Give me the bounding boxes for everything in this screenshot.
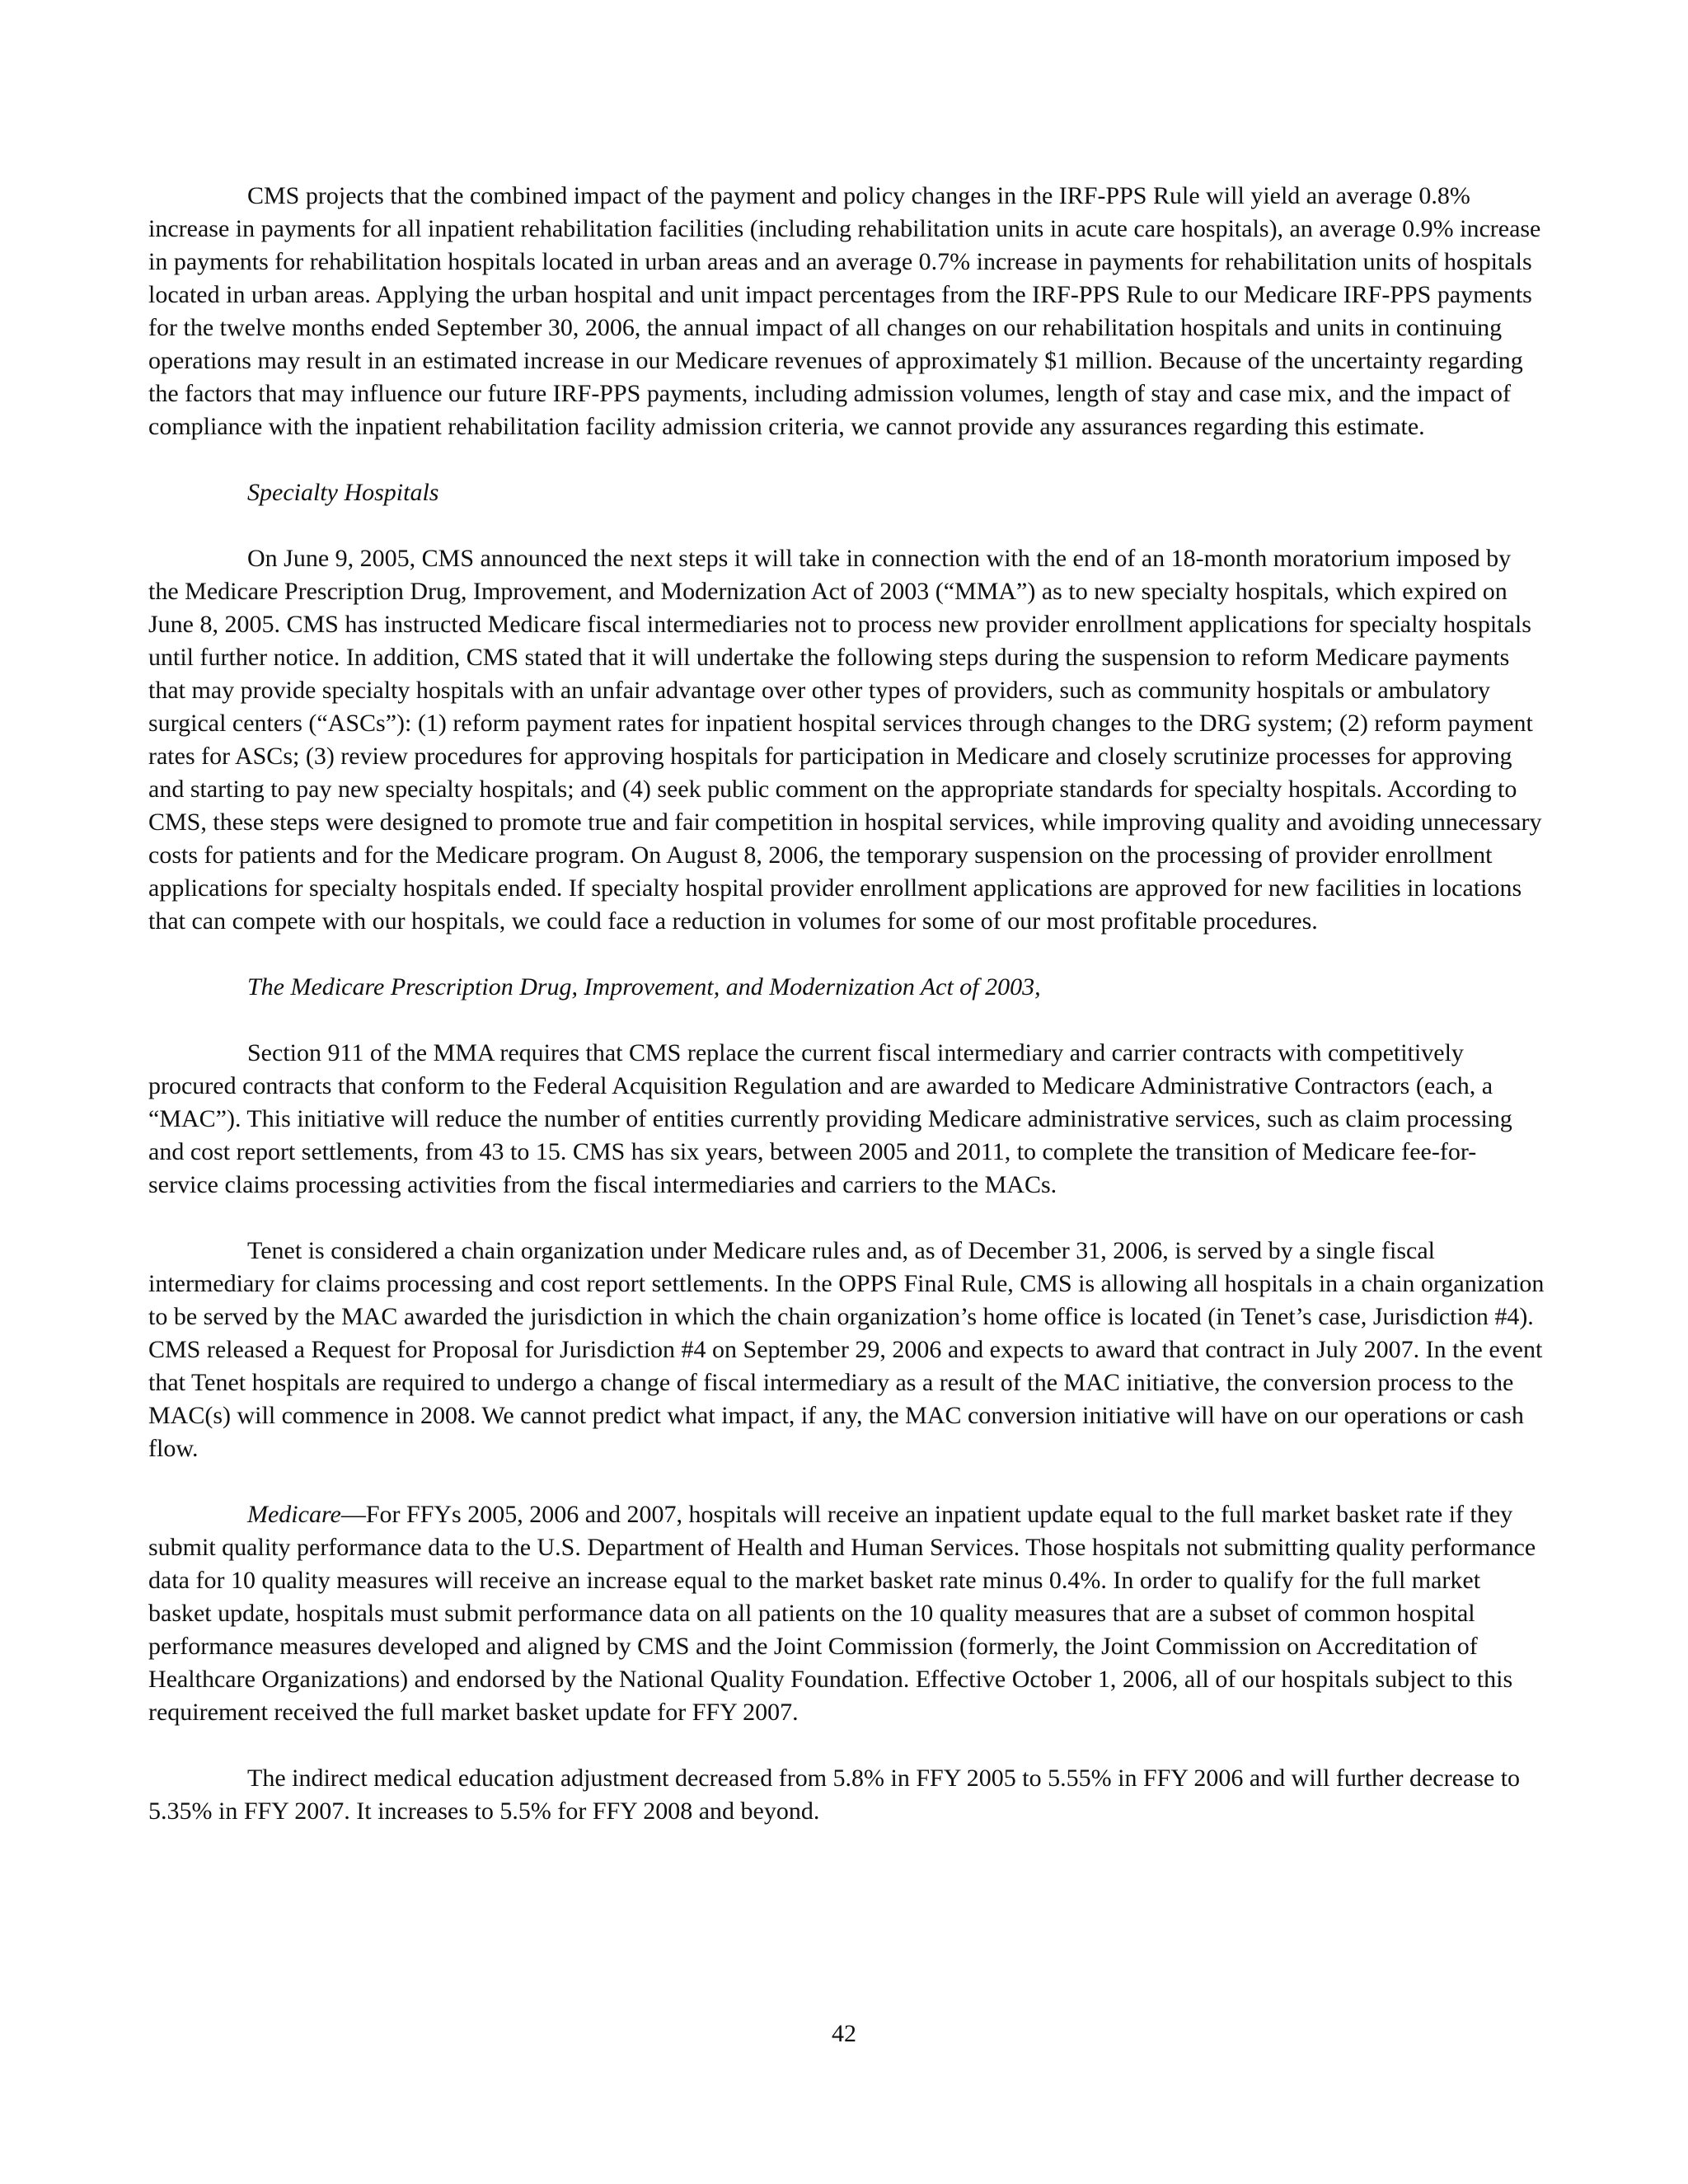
- page-number: 42: [832, 2020, 856, 2047]
- paragraph-medicare-quality-data: [148, 1498, 1546, 1729]
- paragraph-section-911: Section 911 of the MMA requires that CMS replace the current fiscal intermediary and carrier contracts with competitively procured contracts that conform to the Federal Acquisition Regulation and are awarded to Medicare Administrative Contractors (each, a “MAC”). This initiative will reduce the number of entities currently providing Medicare administrative services, such as claim processing and cost report settlements, from 43 to 15. CMS has six years, between 2005 and 2011, to complete the transition of Medicare fee-for-service claims processing activities from the fiscal intermediaries and carriers to the MACs.: [148, 1039, 1512, 1198]
- heading-mma-2003: The Medicare Prescription Drug, Improvement, and Modernization Act of 2003,: [247, 973, 1041, 1001]
- paragraph-irf-pps-impact: CMS projects that the combined impact of the payment and policy changes in the IRF-PPS Rule will yield an average 0.8% increase in payments for all inpatient rehabilitation facilities (including rehabilitation units in acute care hospitals), an average 0.9% increase in payments for rehabilitation hospitals located in urban areas and an average 0.7% increase in payments for rehabilitation units of hospitals located in urban areas. Applying the urban hospital and unit impact percentages from the IRF-PPS Rule to our Medicare IRF-PPS payments for the twelve months ended September 30, 2006, the annual impact of all changes on our rehabilitation hospitals and units in continuing operations may result in an estimated increase in our Medicare revenues of approximately $1 million. Because of the uncertainty regarding the factors that may influence our future IRF-PPS payments, including admission volumes, length of stay and case mix, and the impact of compliance with the inpatient rehabilitation facility admission criteria, we cannot provide any assurances regarding this estimate.: [148, 182, 1541, 440]
- heading-specialty-hospitals: Specialty Hospitals: [247, 479, 439, 506]
- medicare-paragraph-text: —For FFYs 2005, 2006 and 2007, hospitals will receive an inpatient update equal to the full market basket rate if they submit quality performance data to the U.S. Department of Health and Human Services. Those hospitals not submitting quality performance data for 10 quality measures will receive an increase equal to the market basket rate minus 0.4%. In order to qualify for the full market basket update, hospitals must submit performance data on all patients on the 10 quality measures that are a subset of common hospital performance measures developed and aligned by CMS and the Joint Commission (formerly, the Joint Commission on Accreditation of Healthcare Organizations) and endorsed by the National Quality Foundation. Effective October 1, 2006, all of our hospitals subject to this requirement received the full market basket update for FFY 2007.: [148, 1501, 1536, 1726]
- paragraph-ime-adjustment: The indirect medical education adjustment decreased from 5.8% in FFY 2005 to 5.55% in FFY 2006 and will further decrease to 5.35% in FFY 2007. It increases to 5.5% for FFY 2008 and beyond.: [148, 1765, 1521, 1825]
- paragraph-tenet-chain-organization: Tenet is considered a chain organization under Medicare rules and, as of December 31, 2006, is served by a single fiscal intermediary for claims processing and cost report settlements. In the OPPS Final Rule, CMS is allowing all hospitals in a chain organization to be served by the MAC awarded the jurisdiction in which the chain organization’s home office is located (in Tenet’s case, Jurisdiction #4). CMS released a Request for Proposal for Jurisdiction #4 on September 29, 2006 and expects to award that contract in July 2007. In the event that Tenet hospitals are required to undergo a change of fiscal intermediary as a result of the MAC initiative, the conversion process to the MAC(s) will commence in 2008. We cannot predict what impact, if any, the MAC conversion initiative will have on our operations or cash flow.: [148, 1237, 1545, 1462]
- paragraph-specialty-hospitals: On June 9, 2005, CMS announced the next steps it will take in connection with the end of an 18-month moratorium imposed by the Medicare Prescription Drug, Improvement, and Modernization Act of 2003 (“MMA”) as to new specialty hospitals, which expired on June 8, 2005. CMS has instructed Medicare fiscal intermediaries not to process new provider enrollment applications for specialty hospitals until further notice. In addition, CMS stated that it will undertake the following steps during the suspension to reform Medicare payments that may provide specialty hospitals with an unfair advantage over other types of providers, such as community hospitals or ambulatory surgical centers (“ASCs”): (1) reform payment rates for inpatient hospital services through changes to the DRG system; (2) reform payment rates for ASCs; (3) review procedures for approving hospitals for participation in Medicare and closely scrutinize processes for approving and starting to pay new specialty hospitals; and (4) seek public comment on the appropriate standards for specialty hospitals. According to CMS, these steps were designed to promote true and fair competition in hospital services, while improving quality and avoiding unnecessary costs for patients and for the Medicare program. On August 8, 2006, the temporary suspension on the processing of provider enrollment applications for specialty hospitals ended. If specialty hospital provider enrollment applications are approved for new facilities in locations that can compete with our hospitals, we could face a reduction in volumes for some of our most profitable procedures.: [148, 545, 1542, 935]
- medicare-lead-term: Medicare: [247, 1501, 341, 1528]
- document-body: [148, 180, 1546, 1828]
